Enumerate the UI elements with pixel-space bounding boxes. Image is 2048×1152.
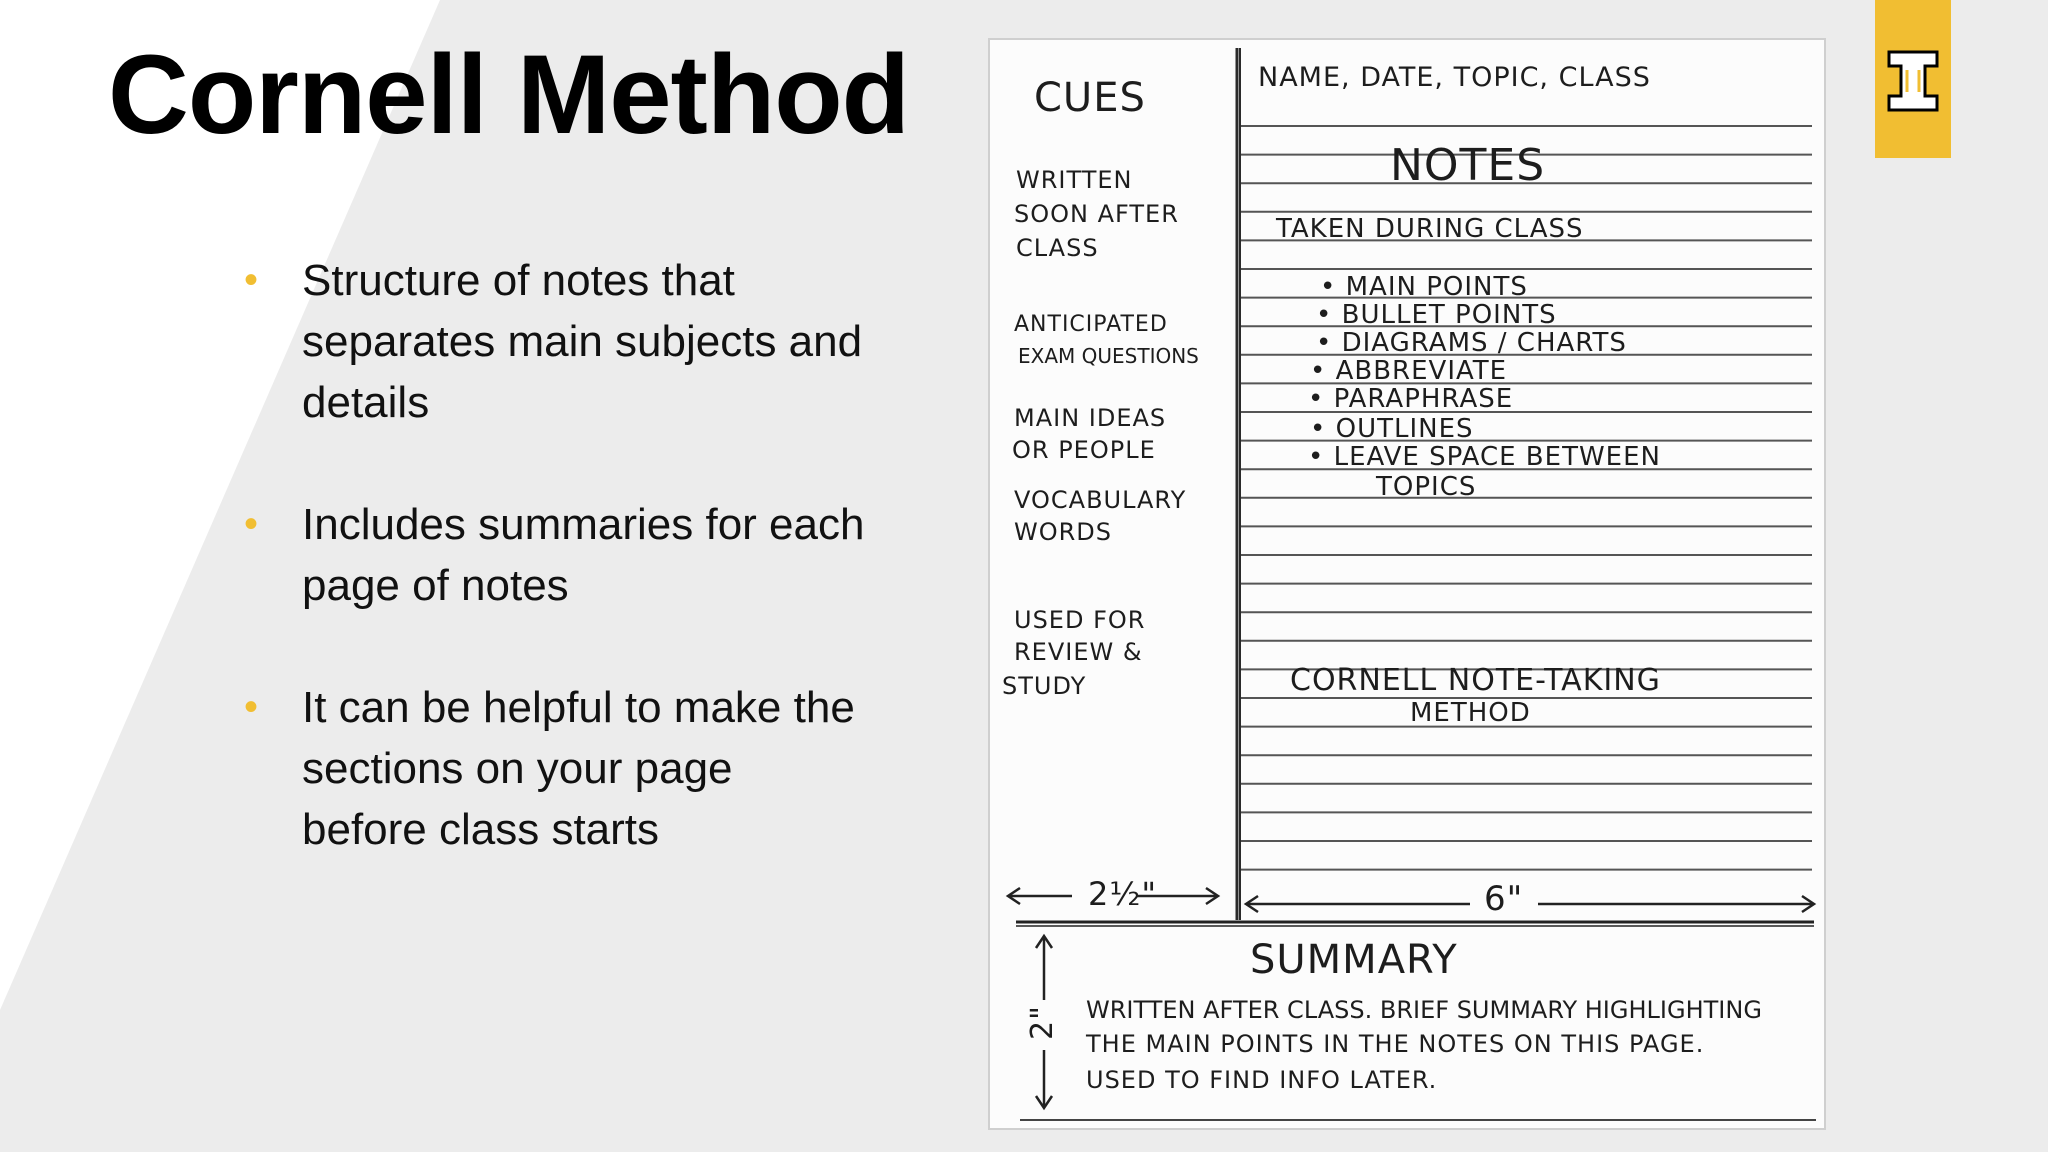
cue-text: EXAM QUESTIONS	[1018, 344, 1199, 368]
bullet-line: Structure of notes that	[302, 256, 735, 305]
bullet-line: details	[302, 378, 430, 427]
bullet-line: It can be helpful to make the	[302, 683, 855, 732]
method-title: CORNELL NOTE-TAKING	[1290, 663, 1661, 698]
cue-text: STUDY	[1002, 672, 1087, 700]
cue-text: REVIEW &	[1014, 638, 1143, 666]
bullet-line: page of notes	[302, 561, 569, 610]
cornell-notes-diagram	[988, 38, 1826, 1130]
note-item: TOPICS	[1376, 472, 1477, 502]
bullet-line: before class starts	[302, 805, 660, 854]
bullet-marker: •	[244, 685, 259, 729]
bullet-item	[240, 250, 940, 433]
summary-line: THE MAIN POINTS IN THE NOTES ON THIS PAGE.	[1086, 1030, 1705, 1058]
cue-text: USED FOR	[1014, 606, 1146, 634]
bullet-marker: •	[244, 502, 259, 546]
bullet-marker: •	[244, 258, 259, 302]
cue-text: OR PEOPLE	[1012, 436, 1156, 464]
notes-subheading: TAKEN DURING CLASS	[1276, 214, 1584, 244]
cue-text: CLASS	[1016, 234, 1099, 262]
note-item: • OUTLINES	[1310, 414, 1474, 444]
cues-heading: CUES	[1034, 75, 1146, 121]
width-right-label: 6"	[1484, 879, 1524, 919]
note-item: • MAIN POINTS	[1320, 272, 1528, 302]
cue-text: WRITTEN	[1016, 166, 1133, 194]
cue-text: VOCABULARY	[1014, 486, 1187, 514]
bullet-line: sections on your page	[302, 744, 733, 793]
note-item: • DIAGRAMS / CHARTS	[1316, 328, 1627, 358]
slide-title: Cornell Method	[108, 32, 910, 157]
summary-line: USED TO FIND INFO LATER.	[1086, 1066, 1438, 1094]
notes-heading: NOTES	[1390, 140, 1546, 191]
height-label: 2"	[1025, 1005, 1060, 1040]
bullet-item	[240, 494, 940, 616]
bullet-item	[240, 677, 940, 860]
cue-text: WORDS	[1014, 518, 1113, 546]
note-item: • BULLET POINTS	[1316, 300, 1557, 330]
method-title: METHOD	[1410, 698, 1531, 728]
university-i-logo	[1875, 0, 1951, 158]
width-left-label: 2½"	[1088, 875, 1158, 913]
cue-text: ANTICIPATED	[1014, 312, 1168, 337]
note-item: • LEAVE SPACE BETWEEN	[1308, 442, 1661, 472]
i-logo-icon	[1875, 0, 1951, 158]
bullet-line: separates main subjects and	[302, 317, 863, 366]
bullet-list	[240, 250, 940, 921]
bullet-line: Includes summaries for each	[302, 500, 865, 549]
note-item: • ABBREVIATE	[1310, 356, 1508, 386]
cue-text: MAIN IDEAS	[1014, 404, 1167, 432]
cue-text: SOON AFTER	[1014, 200, 1179, 228]
note-item: • PARAPHRASE	[1308, 384, 1514, 414]
summary-heading: SUMMARY	[1250, 937, 1458, 983]
sheet-header: NAME, DATE, TOPIC, CLASS	[1258, 62, 1651, 93]
summary-line: WRITTEN AFTER CLASS. BRIEF SUMMARY HIGHLIGHTING	[1086, 996, 1762, 1024]
